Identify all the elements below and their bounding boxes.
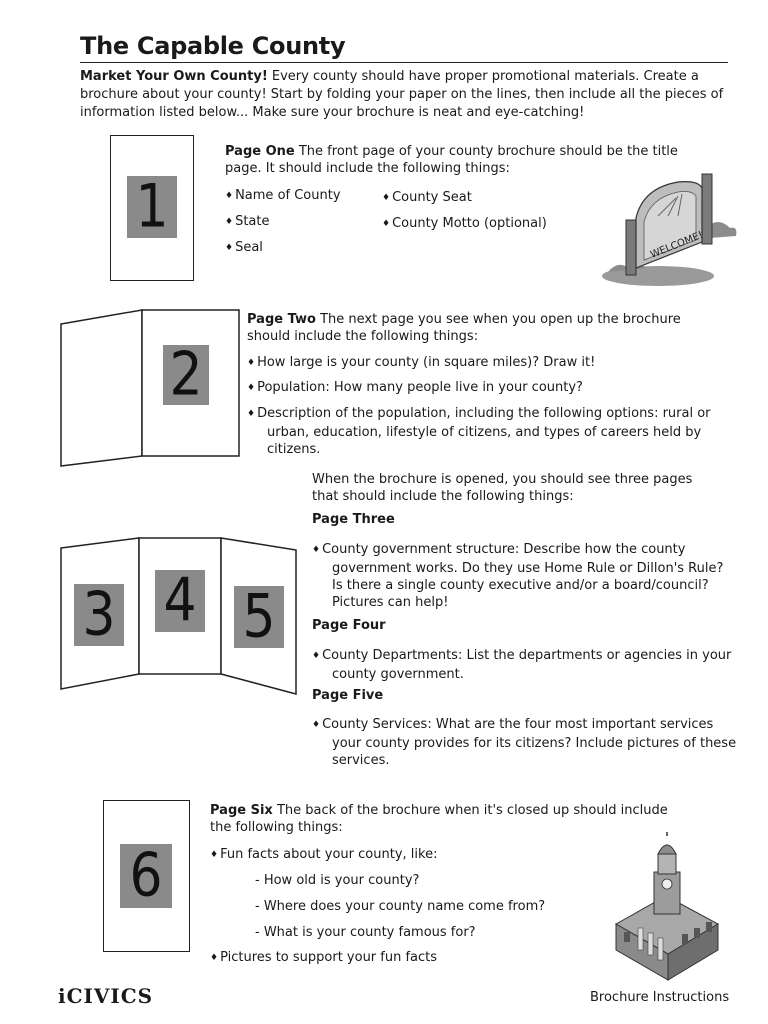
page-six-description: Page Six The back of the brochure when it's closed up should include the following things: xyxy=(210,803,668,835)
page-two-heading: Page Two xyxy=(247,312,316,327)
page-three-heading: Page Three xyxy=(312,512,395,527)
page-one-item-motto: ♦ County Motto (optional) xyxy=(382,215,547,234)
page-one-item-seal: ♦ Seal xyxy=(225,239,263,258)
page-one-item-state: ♦ State xyxy=(225,213,270,232)
page-one-item-name: ♦ Name of County xyxy=(225,187,341,206)
page-five-heading: Page Five xyxy=(312,688,384,703)
page-six-sub-item: - What is your county famous for? xyxy=(255,925,476,940)
page-one-number: 1 xyxy=(127,176,177,238)
page-five-number: 5 xyxy=(234,586,284,648)
page-title: The Capable County xyxy=(80,32,346,60)
intro-paragraph xyxy=(80,68,740,122)
page-six-sub-item: - How old is your county? xyxy=(255,873,420,888)
page-one-description: Page One The front page of your county brochure should be the title page. It should include the following things: xyxy=(225,144,678,176)
page-four-item: ♦ County Departments: List the departments or agencies in your county government. xyxy=(312,647,732,683)
opened-description: When the brochure is opened, you should see three pages that should include the following things: xyxy=(312,472,693,504)
page-two-number: 2 xyxy=(163,345,209,405)
page-four-heading: Page Four xyxy=(312,618,386,633)
title-rule xyxy=(80,62,728,63)
page-two-description: Page Two The next page you see when you open up the brochure should include the following things: xyxy=(247,312,681,344)
icivics-logo: iCIVICS xyxy=(58,984,154,1008)
page-three-number: 3 xyxy=(74,584,124,646)
page-six-item-fun: ♦ Fun facts about your county, like: xyxy=(210,846,437,865)
intro-text: Every county should have proper promotional materials. Create a brochure about your county! Start by folding your paper on the lines, then include all the pieces of information listed below... Make sure your brochure is neat and eye-catching! xyxy=(80,69,724,120)
page-six-panel xyxy=(103,800,190,952)
footer-document-title: Brochure Instructions xyxy=(590,990,730,1005)
page-two-item-population: ♦ Population: How many people live in your county? xyxy=(247,379,717,398)
page-three-item: ♦ County government structure: Describe how the county government works. Do they use Home Rule or Dillon's Rule? Is there a single county executive and/or a board/council? Pictures can help! xyxy=(312,541,732,611)
page-five-item: ♦ County Services: What are the four most important services your county provides for its citizens? Include pictures of these services. xyxy=(312,716,737,769)
page-one-panel xyxy=(110,135,194,281)
page-four-number: 4 xyxy=(155,570,205,632)
page-six-item-pictures: ♦ Pictures to support your fun facts xyxy=(210,949,437,968)
page-six-sub-item: - Where does your county name come from? xyxy=(255,899,546,914)
welcome-gate-icon xyxy=(598,168,743,288)
page-six-number: 6 xyxy=(120,844,172,908)
welcome-gate-text: WELCOME! xyxy=(649,229,705,261)
page-one-item-seat: ♦ County Seat xyxy=(382,189,472,208)
intro-lead: Market Your Own County! xyxy=(80,69,268,84)
page-two-item-size: ♦ How large is your county (in square miles)? Draw it! xyxy=(247,354,717,373)
page-one-heading: Page One xyxy=(225,144,295,159)
page-two-item-description: ♦ Description of the population, including the following options: rural or urban, education, lifestyle of citizens, and types of careers held by citizens. xyxy=(247,405,712,458)
page-six-heading: Page Six xyxy=(210,803,273,818)
courthouse-icon xyxy=(610,832,725,982)
page-two-panel xyxy=(58,306,243,472)
